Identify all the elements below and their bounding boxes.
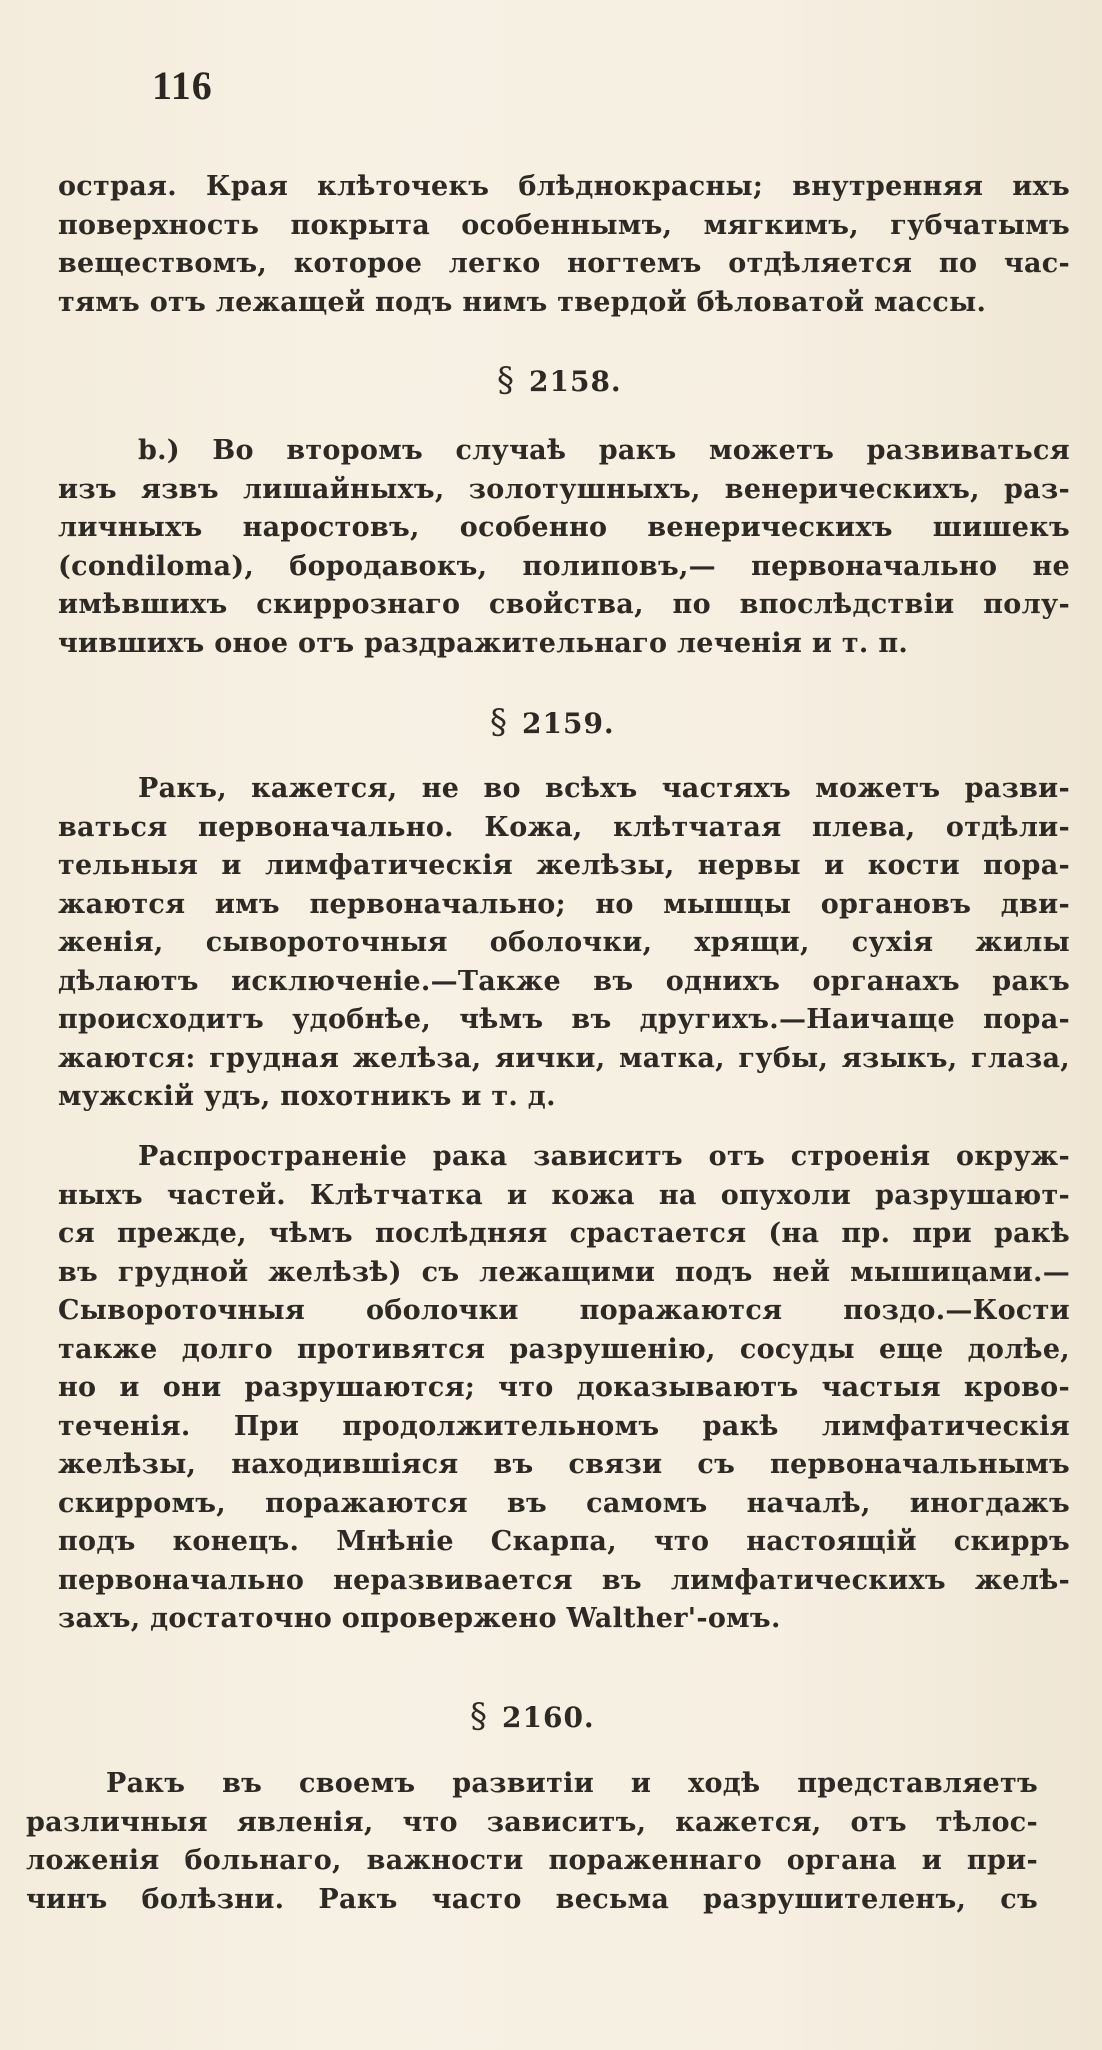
text-line: дѣлаютъ исключеніе.—Также въ однихъ органахъ ракъ	[58, 965, 1070, 997]
text-line: ложенія больнаго, важности пораженнаго органа и при-	[26, 1845, 1038, 1876]
text-line: но и они разрушаются; что доказываютъ частыя крово-	[58, 1372, 1070, 1403]
text-line: скирромъ, поражаются въ самомъ началѣ, иногдажъ	[58, 1487, 1070, 1519]
section-sign: §	[497, 360, 515, 400]
text-line: изъ язвъ лишайныхъ, золотушныхъ, венерическихъ, раз-	[58, 473, 1070, 505]
text-line: захъ, достаточно опровержено Walther'-омъ.	[58, 1603, 781, 1634]
text-line: поверхность покрыта особеннымъ, мягкимъ, губчатымъ	[58, 209, 1070, 241]
text-line: подъ конецъ. Мнѣніе Скарпа, что настоящій скирръ	[58, 1526, 1070, 1557]
text-line: ваться первоначально. Кожа, клѣтчатая плева, отдѣли-	[58, 811, 1070, 843]
text-line: ныхъ частей. Клѣтчатка и кожа на опухоли разрушают-	[58, 1179, 1070, 1211]
text-line: чинъ болѣзни. Ракъ часто весьма разрушителенъ, съ	[26, 1883, 1038, 1915]
text-line: тельныя и лимфатическія желѣзы, нервы и кости пора-	[58, 850, 1070, 881]
text-line: тямъ отъ лежащей подъ нимъ твердой бѣловатой массы.	[58, 286, 987, 318]
text-line: чившихъ оное отъ раздражительнаго леченія и т. п.	[58, 627, 909, 659]
section-heading-2159	[490, 702, 615, 742]
section-sign: §	[490, 702, 508, 742]
text-line: женія, сывороточныя оболочки, хрящи, сухія жилы	[58, 927, 1070, 958]
text-line: имѣвшихъ скиррознаго свойства, по впослѣдствіи полу-	[58, 589, 1070, 620]
section-heading-2160	[470, 1696, 595, 1736]
text-line: веществомъ, которое легко ногтемъ отдѣляется по час-	[58, 248, 1070, 279]
text-line: жаются: грудная желѣза, яички, матка, губы, языкъ, глаза,	[58, 1042, 1070, 1074]
text-line: теченія. При продолжительномъ ракѣ лимфатическія	[58, 1410, 1070, 1442]
text-line: первоначально неразвивается въ лимфатическихъ желѣ-	[58, 1564, 1070, 1596]
text-line: Сывороточныя оболочки поражаются поздо.—Кости	[58, 1295, 1070, 1326]
text-line: (condiloma), бородавокъ, полиповъ,— первоначально не	[58, 550, 1070, 582]
section-sign: §	[470, 1696, 488, 1736]
text-line: b.) Во второмъ случаѣ ракъ можетъ развиваться	[138, 435, 1070, 466]
paragraph-1	[58, 168, 1070, 322]
text-line: также долго противятся разрушенію, сосуды еще долѣе,	[58, 1333, 1070, 1365]
text-line: Ракъ, кажется, не во всѣхъ частяхъ можетъ разви-	[138, 773, 1070, 804]
section-number: 2158.	[529, 365, 622, 398]
page-number: 116	[152, 63, 213, 108]
text-line: происходитъ удобнѣе, чѣмъ въ другихъ.—Наичаще пора-	[58, 1004, 1070, 1035]
text-line: острая. Края клѣточекъ блѣднокрасны; внутренняя ихъ	[58, 171, 1070, 202]
paragraph-4	[58, 1138, 1070, 1639]
text-line: мужскій удъ, похотникъ и т. д.	[58, 1081, 556, 1112]
text-line: ся прежде, чѣмъ послѣдняя срастается (на пр. при ракѣ	[58, 1218, 1070, 1249]
text-line: Ракъ въ своемъ развитіи и ходѣ представляетъ	[106, 1768, 1038, 1799]
paragraph-2	[58, 432, 1070, 663]
section-heading-2158	[497, 360, 622, 400]
section-number: 2160.	[502, 1701, 595, 1734]
text-line: въ грудной желѣзѣ) съ лежащими подъ ней мышицами.—	[58, 1256, 1070, 1288]
text-line: различныя явленія, что зависитъ, кажется, отъ тѣлос-	[26, 1806, 1038, 1838]
text-line: Распространеніе рака зависитъ отъ строенія окруж-	[138, 1141, 1070, 1172]
paragraph-5	[26, 1765, 1038, 1919]
paragraph-3	[58, 770, 1070, 1117]
text-line: жаются имъ первоначально; но мышцы органовъ дви-	[58, 888, 1070, 920]
text-line: желѣзы, находившіяся въ связи съ первоначальнымъ	[58, 1449, 1070, 1480]
section-number: 2159.	[522, 707, 615, 740]
text-line: личныхъ наростовъ, особенно венерическихъ шишекъ	[58, 512, 1070, 543]
